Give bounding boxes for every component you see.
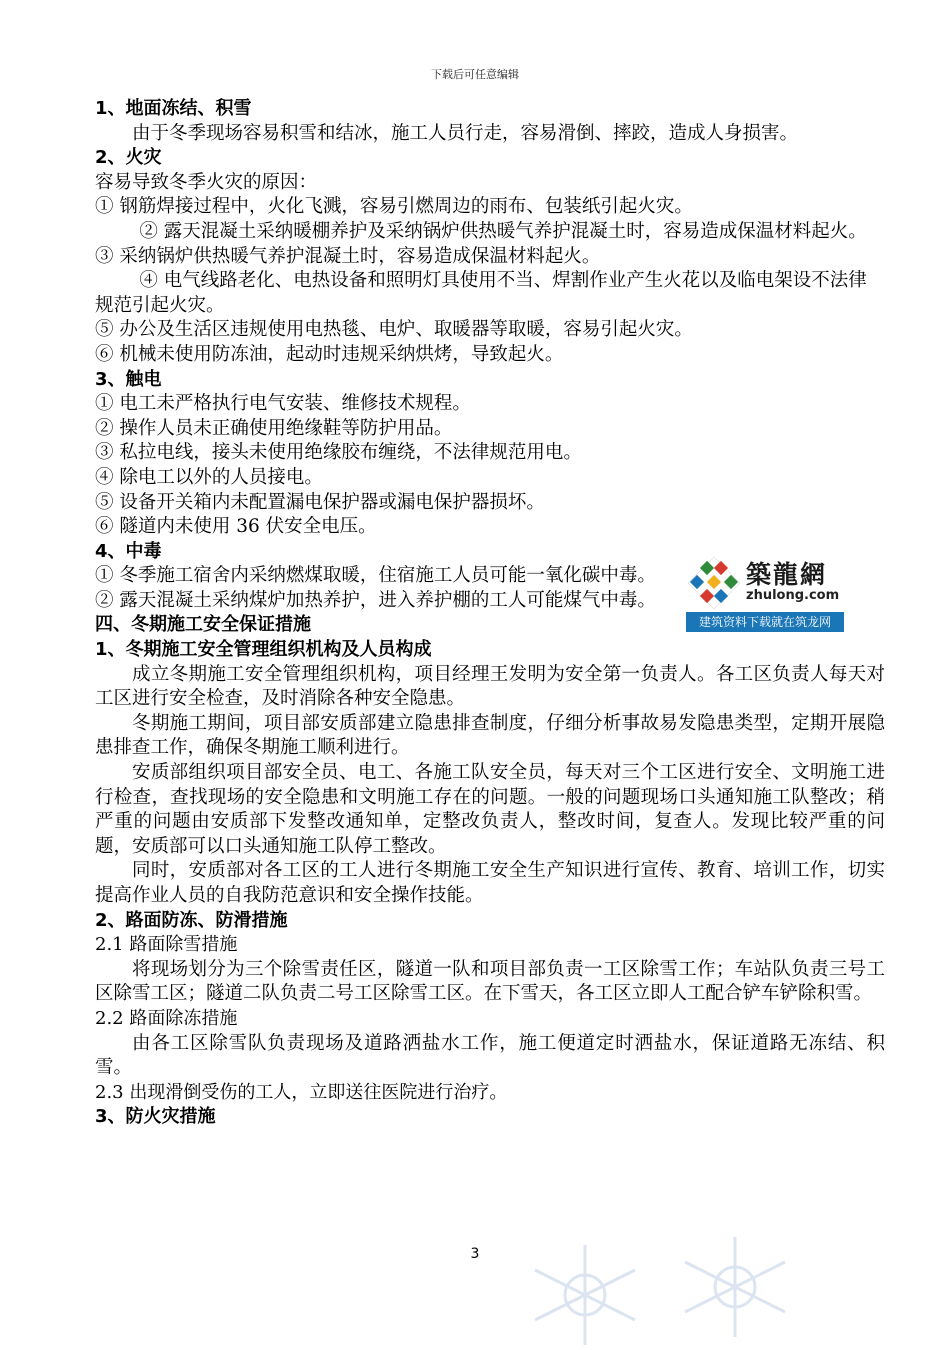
list-item: ② 操作人员未正确使用绝缘鞋等防护用品。	[95, 417, 453, 439]
list-item: ① 钢筋焊接过程中，火化飞溅，容易引燃周边的雨布、包装纸引起火灾。	[95, 196, 693, 218]
section-heading: 四、冬期施工安全保证措施	[95, 614, 311, 636]
list-item: 容易导致冬季火灾的原因：	[95, 171, 318, 193]
list-item: ⑥ 隧道内未使用 36 伏安全电压。	[95, 516, 377, 538]
list-item: ① 电工未严格执行电气安装、维修技术规程。	[95, 393, 471, 415]
page-number: 3	[470, 1246, 480, 1262]
subsection-heading: 2.2 路面除冻措施	[95, 1007, 238, 1029]
body-paragraph: 由各工区除雪队负责现场及道路洒盐水工作，施工便道定时洒盐水，保证道路无冻结、积雪。	[95, 1032, 885, 1079]
list-item: ⑤ 设备开关箱内未配置漏电保护器或漏电保护器损坏。	[95, 491, 545, 513]
snowflake-watermark-icon	[520, 1240, 650, 1350]
page-header: 下载后可任意编辑	[431, 68, 519, 81]
list-item: ⑥ 机械未使用防冻油，起动时违规采纳烘烤，导致起火。	[95, 343, 564, 365]
section-heading: 1、冬期施工安全管理组织机构及人员构成	[95, 639, 432, 661]
subsection-heading: 2.1 路面除雪措施	[95, 934, 238, 956]
logo-slogan: 建筑资料下载就在筑龙网	[686, 612, 844, 632]
body-paragraph: 冬期施工期间，项目部安质部建立隐患排查制度，仔细分析事故易发隐患类型，定期开展隐患排查工作，确保冬期施工顺利进行。	[95, 712, 885, 759]
section-heading: 1、地面冻结、积雪	[95, 98, 252, 119]
list-item: ② 露天混凝土采纳暖棚养护及采纳锅炉供热暖气养护混凝土时，容易造成保温材料起火。	[139, 220, 867, 242]
section-heading: 2、路面防冻、防滑措施	[95, 909, 288, 931]
body-paragraph: 由于冬季现场容易积雪和结冰，施工人员行走，容易滑倒、摔跤，造成人身损害。	[132, 122, 799, 144]
section-heading: 4、中毒	[95, 540, 162, 562]
list-item: ④ 电气线路老化、电热设备和照明灯具使用不当、焊割作业产生火花以及临电架设不法律规范引起火灾。	[95, 270, 867, 316]
zhulong-logo	[686, 555, 844, 633]
list-item: ② 露天混凝土采纳煤炉加热养护，进入养护棚的工人可能煤气中毒。	[95, 589, 656, 611]
section-heading: 2、火灾	[95, 147, 162, 169]
list-item: ⑤ 办公及生活区违规使用电热毯、电炉、取暖器等取暖，容易引起火灾。	[95, 319, 693, 341]
list-item: ④ 除电工以外的人员接电。	[95, 466, 323, 488]
logo-brand-cn: 築龍網	[746, 560, 828, 589]
subsection-heading: 2.3 出现滑倒受伤的工人，立即送往医院进行治疗。	[95, 1081, 508, 1103]
list-item: ③ 私拉电线，接头未使用绝缘胶布缠绕，不法律规范用电。	[95, 442, 582, 464]
logo-brand-en: zhulong.com	[746, 588, 840, 603]
list-item: ③ 采纳锅炉供热暖气养护混凝土时，容易造成保温材料起火。	[95, 245, 601, 267]
body-paragraph: 同时，安质部对各工区的工人进行冬期施工安全生产知识进行宣传、教育、培训工作，切实提高作业人员的自我防范意识和安全操作技能。	[95, 860, 885, 906]
body-paragraph: 安质部组织项目部安全员、电工、各施工队安全员，每天对三个工区进行安全、文明施工进行检查，查找现场的安全隐患和文明施工存在的问题。一般的问题现场口头通知施工队整改；稍严重的问题由安质部下发整改通知单，定整改负责人，整改时间，复查人。发现比较严重的问题，安质部可以口头通知施工队停工整改。	[95, 762, 885, 857]
logo-mark-icon	[686, 555, 742, 611]
section-heading: 3、触电	[95, 368, 162, 390]
snowflake-watermark-icon	[670, 1232, 800, 1342]
body-paragraph: 成立冬期施工安全管理组织机构，项目经理王发明为安全第一负责人。各工区负责人每天对工区进行安全检查，及时消除各种安全隐患。	[95, 663, 885, 710]
body-paragraph: 将现场划分为三个除雪责任区，隧道一队和项目部负责一工区除雪工作；车站队负责三号工区除雪工区；隧道二队负责二号工区除雪工区。在下雪天，各工区立即人工配合铲车铲除积雪。	[95, 958, 885, 1005]
section-heading: 3、防火灾措施	[95, 1106, 216, 1128]
list-item: ① 冬季施工宿舍内采纳燃煤取暖，住宿施工人员可能一氧化碳中毒。	[95, 565, 656, 587]
